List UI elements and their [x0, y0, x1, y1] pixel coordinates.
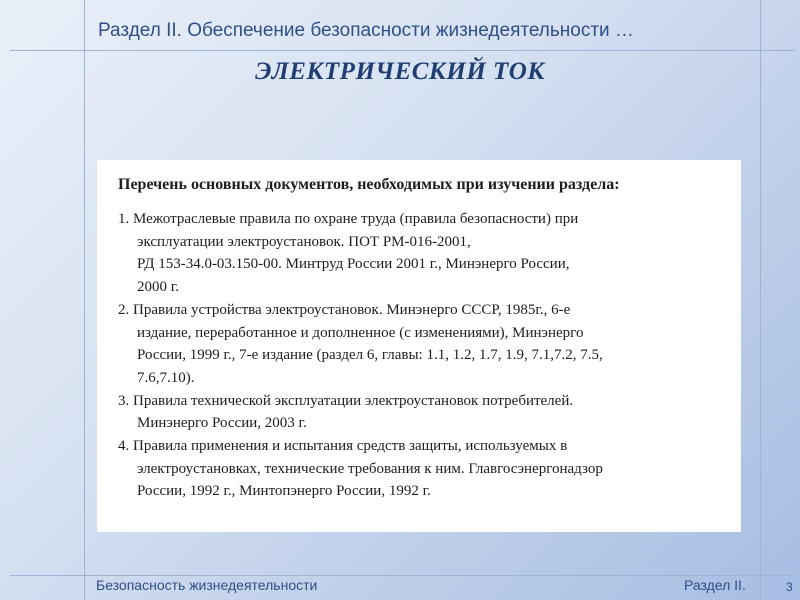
footer-course-name: Безопасность жизнедеятельности [96, 577, 318, 593]
document-item-line: 2. Правила устройства электроустановок. Минэнерго СССР, 1985г., 6-е [118, 301, 571, 318]
frame-line-left [84, 0, 85, 600]
slide-title: ЭЛЕКТРИЧЕСКИЙ ТОК [255, 58, 545, 85]
document-item-line: эксплуатации электроустановок. ПОТ РМ-016-2001, [137, 233, 471, 250]
document-item-line: России, 1992 г., Минтопэнерго России, 1992 г. [137, 483, 431, 500]
document-item-3 [118, 390, 723, 435]
document-list-heading: Перечень основных документов, необходимых при изучении раздела: [118, 176, 620, 193]
document-item-line: Минэнерго России, 2003 г. [137, 415, 307, 432]
document-item-line: издание, переработанное и дополненное (с изменениями), Минэнерго [137, 324, 584, 341]
document-item-line: России, 1999 г., 7-е издание (раздел 6, главы: 1.1, 1.2, 1.7, 1.9, 7.1,7.2, 7.5, [137, 347, 603, 364]
document-item-line: 4. Правила применения и испытания средств защиты, используемых в [118, 438, 568, 455]
document-item-line: 1. Межотраслевые правила по охране труда (правила безопасности) при [118, 211, 579, 227]
section-header: Раздел II. Обеспечение безопасности жизнедеятельности … [98, 20, 634, 41]
footer-section-name: Раздел II. [684, 577, 746, 593]
header-divider [10, 50, 795, 51]
footer-divider [10, 575, 795, 576]
document-item-line: 7.6,7.10). [137, 369, 195, 386]
document-list-panel [97, 160, 741, 532]
document-item-2 [118, 299, 723, 390]
document-item-line: электроустановках, технические требования к ним. Главгосэнергонадзор [137, 460, 603, 477]
document-item-4 [118, 435, 723, 503]
document-item-line: 3. Правила технической эксплуатации электроустановок потребителей. [118, 392, 574, 409]
page-number: 3 [786, 580, 793, 594]
frame-line-right [760, 0, 761, 600]
document-item-line: 2000 г. [137, 279, 179, 296]
document-item-line: РД 153-34.0-03.150-00. Минтруд России 2001 г., Минэнерго России, [137, 256, 570, 273]
document-item-1 [118, 208, 723, 299]
